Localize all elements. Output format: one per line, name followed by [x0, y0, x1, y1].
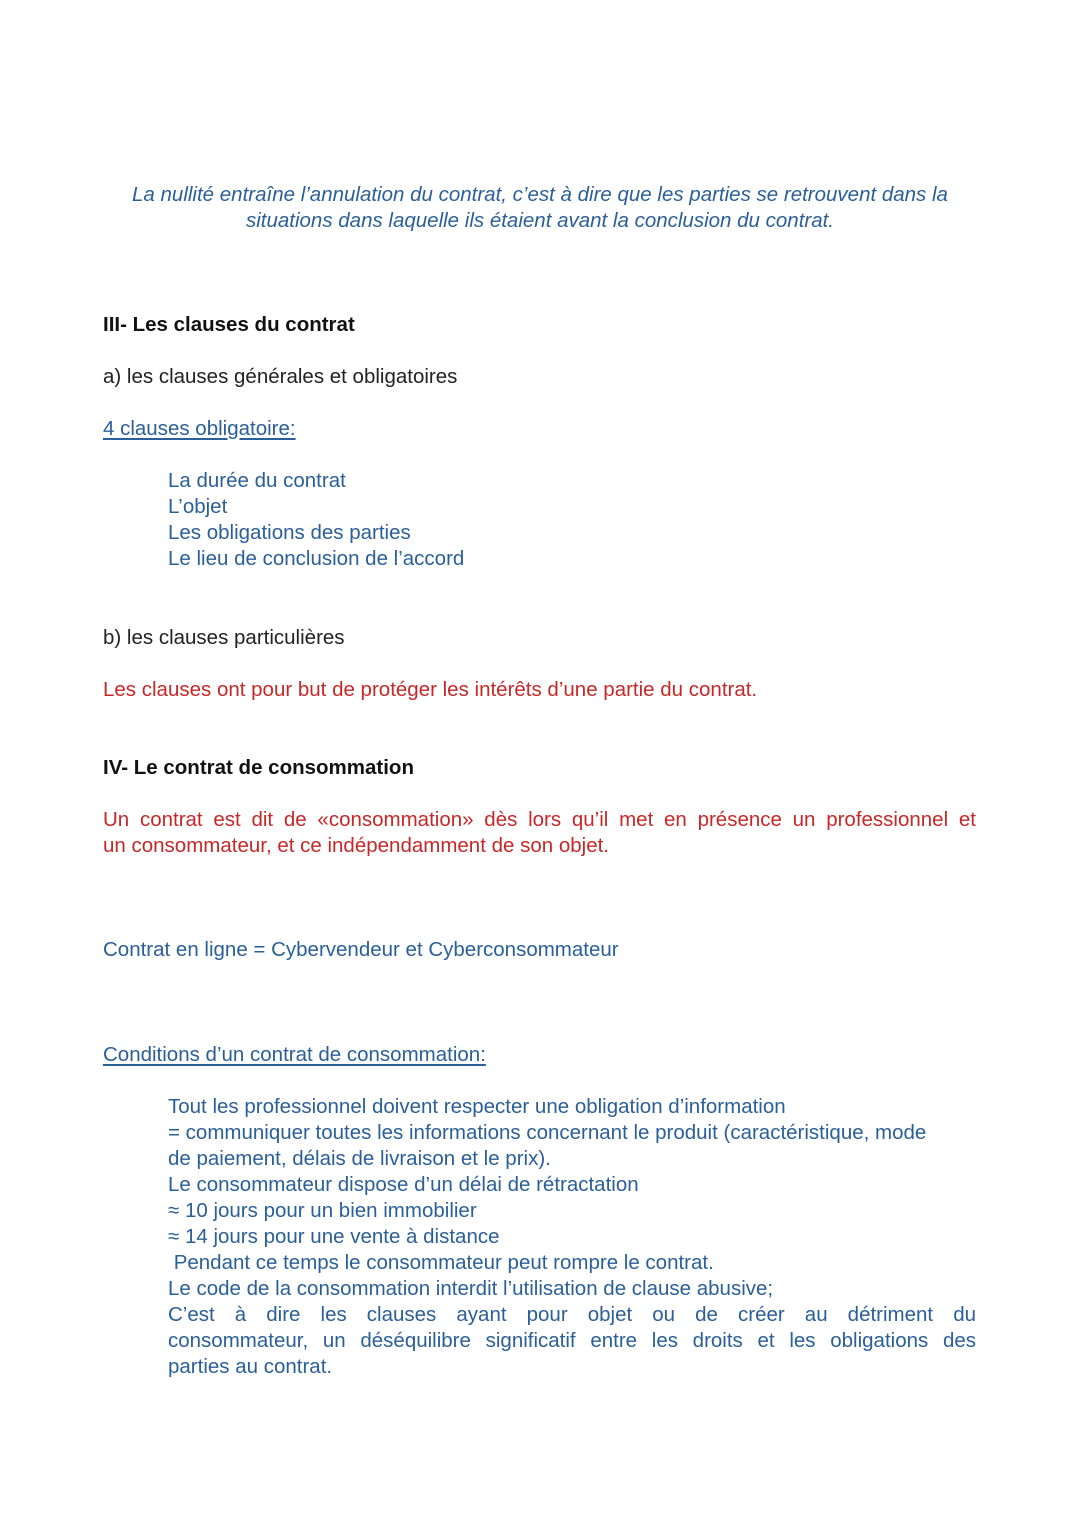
condition-line: Le consommateur dispose d’un délai de rétractation — [168, 1173, 639, 1196]
section-3-heading: III- Les clauses du contrat — [103, 313, 355, 336]
definition-line-1: Un contrat est dit de «consommation» dès lors qu’il met en présence un professionnel et — [103, 808, 976, 831]
consumption-definition — [103, 807, 976, 859]
conditions-label: Conditions d’un contrat de consommation: — [103, 1043, 486, 1066]
list-item: La durée du contrat — [168, 469, 346, 492]
intro-line-1: La nullité entraîne l’annulation du contrat, c’est à dire que les parties se retrouvent dans la — [132, 183, 948, 206]
condition-line: Pendant ce temps le consommateur peut rompre le contrat. — [168, 1251, 714, 1274]
condition-line: Le code de la consommation interdit l’utilisation de clause abusive; — [168, 1277, 774, 1300]
condition-line: C’est à dire les clauses ayant pour objet ou de créer au détriment du — [168, 1303, 976, 1326]
mandatory-clauses-list — [168, 468, 976, 572]
condition-line: ≈ 14 jours pour une vente à distance — [168, 1225, 500, 1248]
section-4-heading: IV- Le contrat de consommation — [103, 756, 414, 779]
list-item: Le lieu de conclusion de l’accord — [168, 547, 465, 570]
intro-paragraph — [100, 182, 980, 234]
conditions-list — [168, 1094, 976, 1380]
condition-line: = communiquer toutes les informations concernant le produit (caractéristique, mode — [168, 1121, 927, 1144]
definition-line-2: un consommateur, et ce indépendamment de son objet. — [103, 834, 609, 857]
condition-line: consommateur, un déséquilibre significatif entre les droits et les obligations des — [168, 1329, 976, 1352]
mandatory-clauses-label: 4 clauses obligatoire: — [103, 417, 296, 440]
online-contract-text: Contrat en ligne = Cybervendeur et Cyberconsommateur — [103, 938, 619, 961]
list-item: L’objet — [168, 495, 228, 518]
subsection-b-heading: b) les clauses particulières — [103, 626, 345, 649]
particular-clauses-text: Les clauses ont pour but de protéger les intérêts d’une partie du contrat. — [103, 678, 758, 701]
condition-line: Tout les professionnel doivent respecter une obligation d’information — [168, 1095, 786, 1118]
subsection-a-heading: a) les clauses générales et obligatoires — [103, 365, 458, 388]
condition-line: de paiement, délais de livraison et le prix). — [168, 1147, 551, 1170]
condition-line: parties au contrat. — [168, 1355, 333, 1378]
condition-line: ≈ 10 jours pour un bien immobilier — [168, 1199, 477, 1222]
intro-line-2: situations dans laquelle ils étaient avant la conclusion du contrat. — [245, 209, 835, 232]
list-item: Les obligations des parties — [168, 521, 411, 544]
